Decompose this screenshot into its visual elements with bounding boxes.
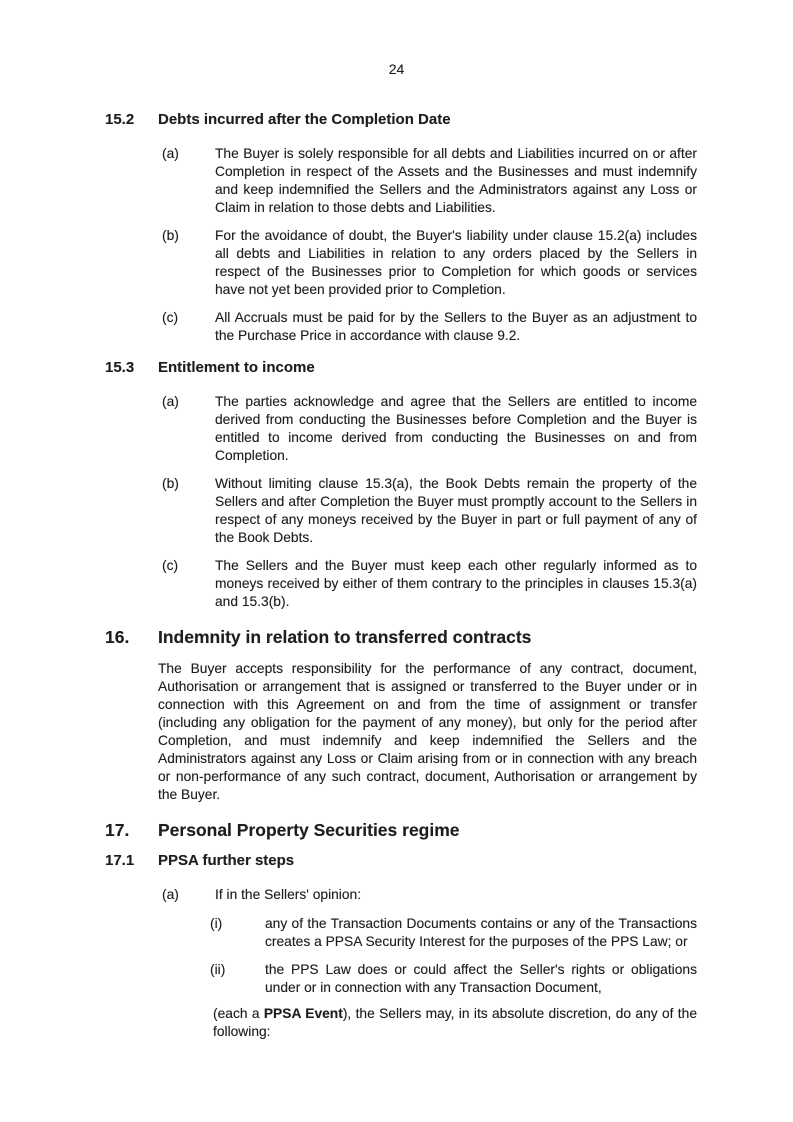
clause-17-1-a xyxy=(162,886,697,904)
clause-text: For the avoidance of doubt, the Buyer's liability under clause 15.2(a) includes all debts and Liabilities in relation to any orders placed by the Sellers in respect of the Businesses prior to Completion for which goods or services have not yet been provided prior to Completion. xyxy=(215,228,697,297)
section-title: PPSA further steps xyxy=(158,852,295,869)
clause-label: (b) xyxy=(162,228,179,243)
clause-15-3-b xyxy=(162,475,697,547)
clause-15-2-b xyxy=(162,227,697,299)
section-title: Entitlement to income xyxy=(158,359,315,376)
page-number: 24 xyxy=(388,61,405,77)
clause-text: If in the Sellers' opinion: xyxy=(215,887,362,902)
trailing-prefix: (each a xyxy=(213,1006,264,1021)
subclause-text: any of the Transaction Documents contains or any of the Transactions creates a PPSA Security Interest for the purposes of the PPS Law; or xyxy=(265,916,697,949)
section-title: Indemnity in relation to transferred contracts xyxy=(158,627,532,647)
section-heading-17 xyxy=(105,819,697,841)
section-number: 16. xyxy=(105,627,130,647)
section-title: Debts incurred after the Completion Date xyxy=(158,111,451,128)
section-heading-17-1 xyxy=(105,851,697,870)
subclause-label: (ii) xyxy=(210,962,226,977)
section-heading-15-3 xyxy=(105,358,697,377)
clause-17-1-a-trailing xyxy=(213,1005,697,1041)
section-heading-16 xyxy=(105,626,697,648)
section-number: 15.2 xyxy=(105,111,135,128)
clause-label: (b) xyxy=(162,476,179,491)
clause-label: (c) xyxy=(162,558,179,573)
section-16-body: The Buyer accepts responsibility for the performance of any contract, document, Authorisation or arrangement that is assigned or transferred to the Buyer under or in connection with this Agreement on and from the time of assignment or transfer (including any obligation for the payment of any money), but only for the period after Completion, and must indemnify and keep indemnified the Sellers and the Administrators against any Loss or Claim arising from or in connection with any breach or non-performance of any such contract, document, Authorisation or arrangement by the Buyer. xyxy=(158,661,697,802)
clause-text: The Buyer is solely responsible for all debts and Liabilities incurred on or after Completion in respect of the Assets and the Businesses and must indemnify and keep indemnified the Sellers and the Administrators against any Loss or Claim in relation to those debts and Liabilities. xyxy=(215,146,697,215)
clause-label: (a) xyxy=(162,394,179,409)
clause-15-3-a xyxy=(162,393,697,465)
clause-text: All Accruals must be paid for by the Sellers to the Buyer as an adjustment to the Purchase Price in accordance with clause 9.2. xyxy=(215,310,697,343)
section-title: Personal Property Securities regime xyxy=(158,820,460,840)
clause-label: (a) xyxy=(162,146,179,161)
subclause-label: (i) xyxy=(210,916,223,931)
clause-label: (a) xyxy=(162,887,179,902)
document-content xyxy=(105,110,697,1041)
clause-15-3-c xyxy=(162,557,697,611)
trailing-suffix: ), the Sellers may, in its absolute discretion, do any of the following: xyxy=(213,1006,697,1039)
subclause-17-1-a-i xyxy=(210,915,697,951)
clause-15-2-c xyxy=(162,309,697,345)
section-number: 17. xyxy=(105,820,130,840)
subclause-text: the PPS Law does or could affect the Seller's rights or obligations under or in connection with any Transaction Document, xyxy=(265,962,697,995)
section-heading-15-2 xyxy=(105,110,697,129)
section-number: 17.1 xyxy=(105,852,135,869)
clause-text: The parties acknowledge and agree that the Sellers are entitled to income derived from conducting the Businesses before Completion and the Buyer is entitled to income derived from conducting the Businesses on and from Completion. xyxy=(215,394,697,463)
clause-15-2-a xyxy=(162,145,697,217)
clause-text: Without limiting clause 15.3(a), the Book Debts remain the property of the Sellers and after Completion the Buyer must promptly account to the Sellers in respect of any moneys received by the Buyer in part or full payment of any of the Book Debts. xyxy=(215,476,697,545)
section-number: 15.3 xyxy=(105,359,135,376)
subclause-17-1-a-ii xyxy=(210,961,697,997)
clause-text: The Sellers and the Buyer must keep each other regularly informed as to moneys received by either of them contrary to the principles in clauses 15.3(a) and 15.3(b). xyxy=(215,558,697,609)
trailing-bold-term: PPSA Event xyxy=(263,1006,343,1021)
clause-label: (c) xyxy=(162,310,179,325)
